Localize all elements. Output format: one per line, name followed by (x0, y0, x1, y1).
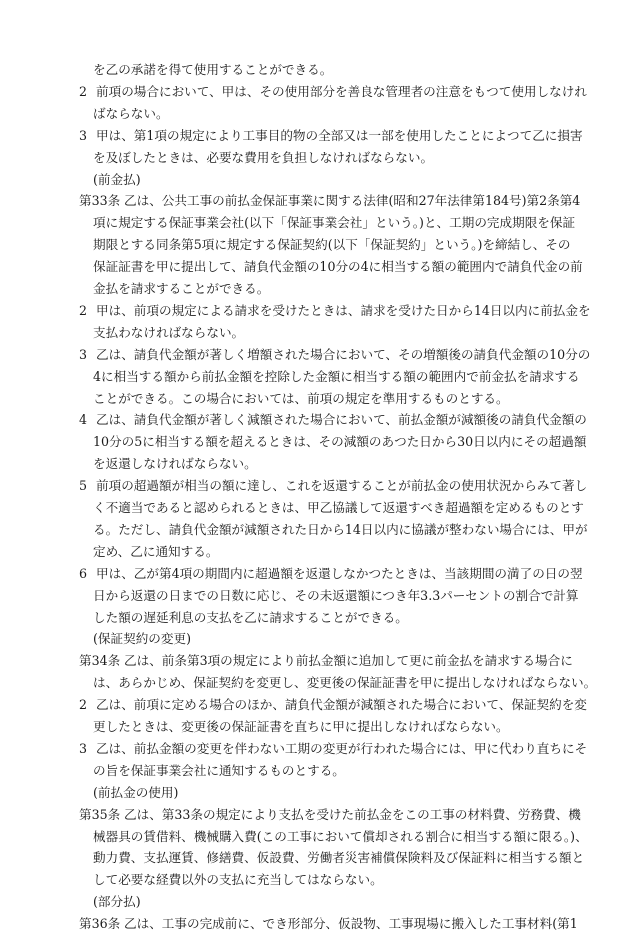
text-line: く不適当であると認められるときは、甲乙協議して返還すべき超過額を定めるものとす (93, 500, 584, 515)
text-line: (前金払) (93, 171, 141, 187)
text-line: 前項の場合において、甲は、その使用部分を善良な管理者の注意をもつて使用しなけれ (96, 83, 587, 99)
item-number: 3 (79, 740, 88, 756)
text-line: 械器具の賃借料、機械購入費(この工事において償却される割合に相当する額に限る。)、 (93, 828, 588, 844)
text-line: 乙は、前項に定める場合のほか、請負代金額が減額された場合において、保証契約を変 (96, 697, 587, 713)
article-number: 第34条 (79, 653, 121, 669)
item-number: 2 (79, 83, 88, 99)
text-line: は、あらかじめ、保証契約を変更し、変更後の保証証書を甲に提出しなければならない。 (93, 675, 597, 691)
text-line: 乙は、前条第3項の規定により前払金額に追加して更に前金払を請求する場合に (124, 653, 573, 669)
text-line: 期限とする同条第5項に規定する保証契約(以下「保証契約」という。)を締結し、その (93, 237, 571, 253)
item-number: 4 (79, 412, 88, 428)
text-line: 乙は、第33条の規定により支払を受けた前払金をこの工事の材料費、労務費、機 (124, 806, 581, 822)
item-number: 3 (79, 127, 88, 143)
item-number: 2 (79, 697, 88, 713)
text-line: を及ぼしたときは、必要な費用を負担しなければならない。 (93, 149, 434, 165)
text-line: 甲は、乙が第4項の期間内に超過額を返還しなかつたときは、当該期間の満了の日の翌 (96, 565, 583, 581)
text-line: 日から返還の日までの日数に応じ、その未返還額につき年3.3パーセントの割合で計算 (93, 587, 579, 603)
item-number: 5 (79, 478, 88, 494)
text-line: して必要な経費以外の支払に充当してはならない。 (93, 872, 383, 888)
text-line: (部分払) (93, 894, 141, 910)
text-line: 乙は、請負代金額が著しく増額された場合において、その増額後の請負代金額の10分の (96, 346, 591, 362)
text-line: 乙は、請負代金額が著しく減額された場合において、前払金額が減額後の請負代金額の (96, 412, 587, 428)
text-line: 前項の超過額が相当の額に達し、これを返還することが前払金の使用状況からみて著し (96, 478, 588, 494)
text-line: 甲は、第1項の規定により工事目的物の全部又は一部を使用したことによつて乙に損害 (96, 127, 583, 143)
text-line: の旨を保証事業会社に通知するものとする。 (93, 762, 345, 778)
text-line: 乙は、公共工事の前払金保証事業に関する法律(昭和27年法律第184号)第2条第4 (124, 193, 581, 209)
text-line: 定め、乙に通知する。 (93, 543, 219, 559)
text-line: 項に規定する保証事業会社(以下「保証事業会社」という。)と、工期の完成期限を保証 (93, 215, 576, 231)
text-line: 乙は、前払金額の変更を伴わない工期の変更が行われた場合には、甲に代わり直ちにそ (96, 740, 588, 756)
article-number: 第33条 (79, 193, 121, 209)
article-number: 第36条 (79, 916, 121, 932)
text-line: (前払金の使用) (93, 784, 179, 800)
text-line: を返還しなければならない。 (93, 456, 257, 472)
text-line: 4に相当する額から前払金額を控除した金額に相当する額の範囲内で前金払を請求する (93, 368, 580, 384)
article-number: 第35条 (79, 806, 121, 822)
text-line: 支払わなければならない。 (93, 324, 245, 340)
text-line: (保証契約の変更) (93, 631, 191, 647)
text-line: ばならない。 (93, 105, 169, 121)
text-line: 保証証書を甲に提出して、請負代金額の10分の4に相当する額の範囲内で請負代金の前 (93, 259, 583, 275)
item-number: 6 (79, 565, 88, 581)
item-number: 3 (79, 346, 88, 362)
text-line: ことができる。この場合においては、前項の規定を準用するものとする。 (93, 390, 509, 406)
text-line: 甲は、前項の規定による請求を受けたときは、請求を受けた日から14日以内に前払金を (96, 302, 591, 318)
text-line: 金払を請求することができる。 (93, 281, 270, 296)
text-line: を乙の承諾を得て使用することができる。 (93, 62, 333, 77)
item-number: 2 (79, 302, 88, 318)
text-line: 10分の5に相当する額を超えるときは、その減額のあつた日から30日以内にその超過額 (93, 434, 587, 450)
text-line: 更したときは、変更後の保証証書を直ちに甲に提出しなければならない。 (93, 719, 509, 734)
text-line: 動力費、支払運賃、修繕費、仮設費、労働者災害補償保険料及び保証料に相当する額と (93, 850, 585, 866)
text-line: 乙は、工事の完成前に、でき形部分、仮設物、工事現場に搬入した工事材料(第1 (124, 916, 578, 932)
text-line: した額の遅延利息の支払を乙に請求することができる。 (93, 609, 408, 625)
text-line: る。ただし、請負代金額が減額された日から14日以内に協議が整わない場合には、甲が (93, 521, 588, 537)
